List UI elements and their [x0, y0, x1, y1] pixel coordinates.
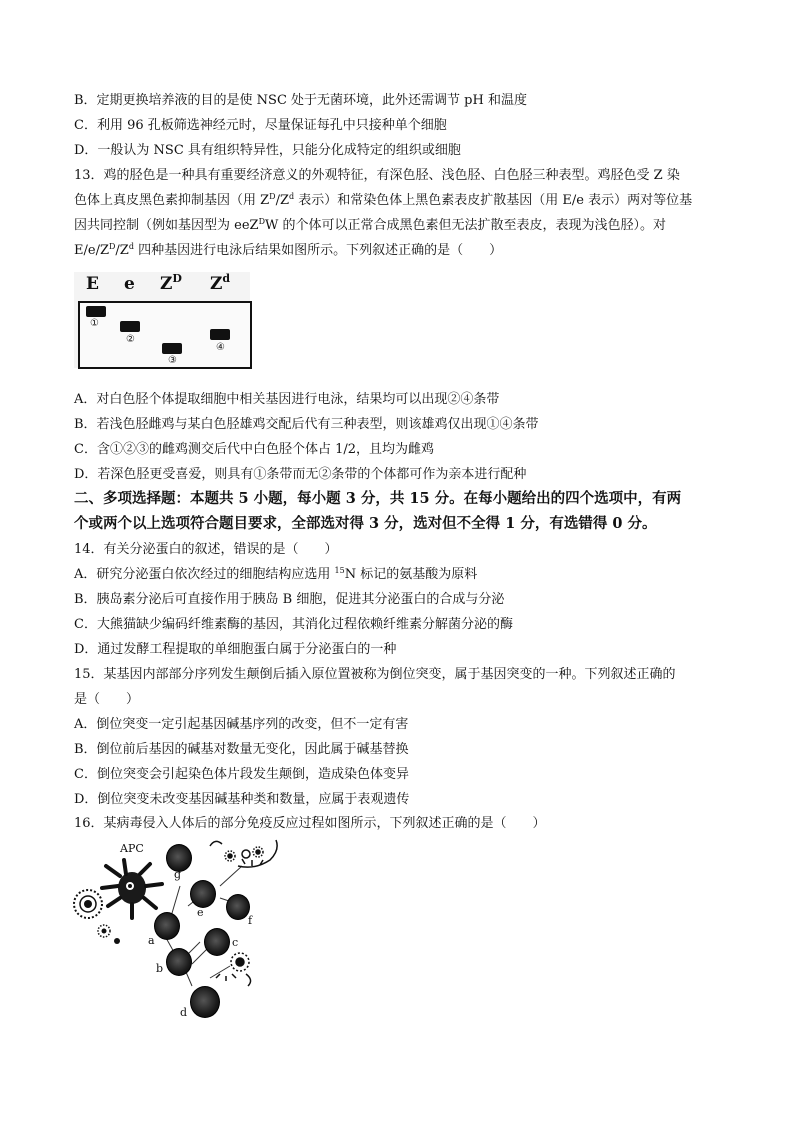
electrophoresis-figure	[74, 272, 250, 368]
label-e: e	[197, 906, 204, 919]
gel-label-E: E	[86, 274, 99, 294]
q15-option-a[interactable]: A．倒位突变一定引起基因碱基序列的改变，但不一定有害	[74, 717, 409, 732]
cell-a	[154, 912, 180, 940]
q13-option-b[interactable]: B．若浅色胫雌鸡与某白色胫雄鸡交配后代有三种表型，则该雄鸡仅出现①④条带	[74, 417, 539, 432]
q13-stem-line4: $E/e/Z^D/Z^d$ 四种基因进行电泳后结果如图所示。下列叙述正确的是（ ）	[74, 242, 503, 258]
band-2	[120, 321, 140, 332]
q12-option-b[interactable]: B．定期更换培养液的目的是使 NSC 处于无菌环境，此外还需调节 pH 和温度	[74, 93, 527, 108]
band-4	[210, 329, 230, 340]
gel-box	[78, 301, 252, 369]
cell-f	[226, 894, 250, 920]
q13-stem-line2: 色体上真皮黑色素抑制基因（用 $Z^D/Z^d$ 表示）和常染色体上黑色素表皮扩散基因（用 E/e 表示）两对等位基	[74, 192, 693, 208]
q15-option-d[interactable]: D．倒位突变未改变基因碱基种类和数量，应属于表观遗传	[74, 792, 410, 807]
section2-heading-line1: 二、多项选择题：本题共 5 小题，每小题 3 分，共 15 分。在每小题给出的四个选项中，有两	[74, 490, 682, 507]
q14-option-a[interactable]: A．研究分泌蛋白依次经过的细胞结构应选用 $^{15}$N 标记的氨基酸为原料	[74, 566, 478, 582]
q15-stem-line2: 是（ ）	[74, 692, 140, 707]
q13-stem-line1: 13．鸡的胫色是一种具有重要经济意义的外观特征，有深色胫、浅色胫、白色胫三种表型。鸡胫色受 Z 染	[74, 168, 680, 183]
section2-heading-line2: 个或两个以上选项符合题目要求，全部选对得 3 分，选对但不全得 1 分，有选错得 0 分。	[74, 515, 657, 532]
band-2-label: ②	[126, 334, 135, 345]
gel-label-ZD: $Z^D$	[160, 272, 182, 294]
label-f: f	[248, 914, 253, 927]
q12-option-d[interactable]: D．一般认为 NSC 具有组织特异性，只能分化成特定的组织或细胞	[74, 143, 461, 158]
band-1-label: ①	[90, 318, 99, 329]
q15-option-b[interactable]: B．倒位前后基因的碱基对数量无变化，因此属于碱基替换	[74, 742, 409, 757]
q15-option-c[interactable]: C．倒位突变会引起染色体片段发生颠倒，造成染色体变异	[74, 767, 409, 782]
q16-stem: 16．某病毒侵入人体后的部分免疫反应过程如图所示，下列叙述正确的是（ ）	[74, 816, 546, 831]
q13-stem-line3: 因共同控制（例如基因型为 eeZ$^D$W 的个体可以正常合成黑色素但无法扩散至表皮，表现为浅色胫）。对	[74, 217, 666, 233]
q14-option-c[interactable]: C．大熊猫缺少编码纤维素酶的基因，其消化过程依赖纤维素分解菌分泌的酶	[74, 617, 513, 632]
cell-b	[166, 948, 192, 976]
q13-option-d[interactable]: D．若深色胫更受喜爱，则具有①条带而无②条带的个体都可作为亲本进行配种	[74, 467, 527, 482]
cell-d	[190, 986, 220, 1018]
band-4-label: ④	[216, 342, 225, 353]
infected-cell-icon	[216, 953, 251, 986]
label-b: b	[156, 962, 164, 975]
cell-e	[190, 880, 216, 908]
q14-option-b[interactable]: B．胰岛素分泌后可直接作用于胰岛 B 细胞，促进其分泌蛋白的合成与分泌	[74, 592, 505, 607]
label-apc: APC	[120, 842, 144, 855]
band-3	[162, 343, 182, 354]
small-virus-icon	[98, 925, 110, 937]
band-3-label: ③	[168, 355, 177, 366]
immune-response-figure	[70, 836, 300, 1026]
cell-c	[204, 928, 230, 956]
gel-label-e: e	[124, 274, 135, 294]
q14-option-d[interactable]: D．通过发酵工程提取的单细胞蛋白属于分泌蛋白的一种	[74, 642, 397, 657]
q13-option-a[interactable]: A．对白色胫个体提取细胞中相关基因进行电泳，结果均可以出现②④条带	[74, 392, 500, 407]
label-c: c	[232, 936, 239, 949]
virus-antibody-cluster-icon	[210, 840, 277, 867]
q12-option-c[interactable]: C．利用 96 孔板筛选神经元时，尽量保证每孔中只接种单个细胞	[74, 118, 447, 133]
label-d: d	[180, 1006, 188, 1019]
label-g: g	[174, 868, 182, 881]
band-1	[86, 306, 106, 317]
q14-stem: 14．有关分泌蛋白的叙述，错误的是（ ）	[74, 542, 338, 557]
label-a: a	[148, 934, 155, 947]
virus-icon	[74, 890, 102, 918]
gel-label-Zd: $Z^d$	[210, 272, 231, 294]
q15-stem-line1: 15．某基因内部部分序列发生颠倒后插入原位置被称为倒位突变，属于基因突变的一种。下列叙述正确的	[74, 667, 676, 682]
antigen-dot	[114, 938, 120, 944]
q13-option-c[interactable]: C．含①②③的雌鸡测交后代中白色胫个体占 1/2，且均为雌鸡	[74, 442, 435, 457]
apc-cell-icon	[102, 860, 162, 918]
